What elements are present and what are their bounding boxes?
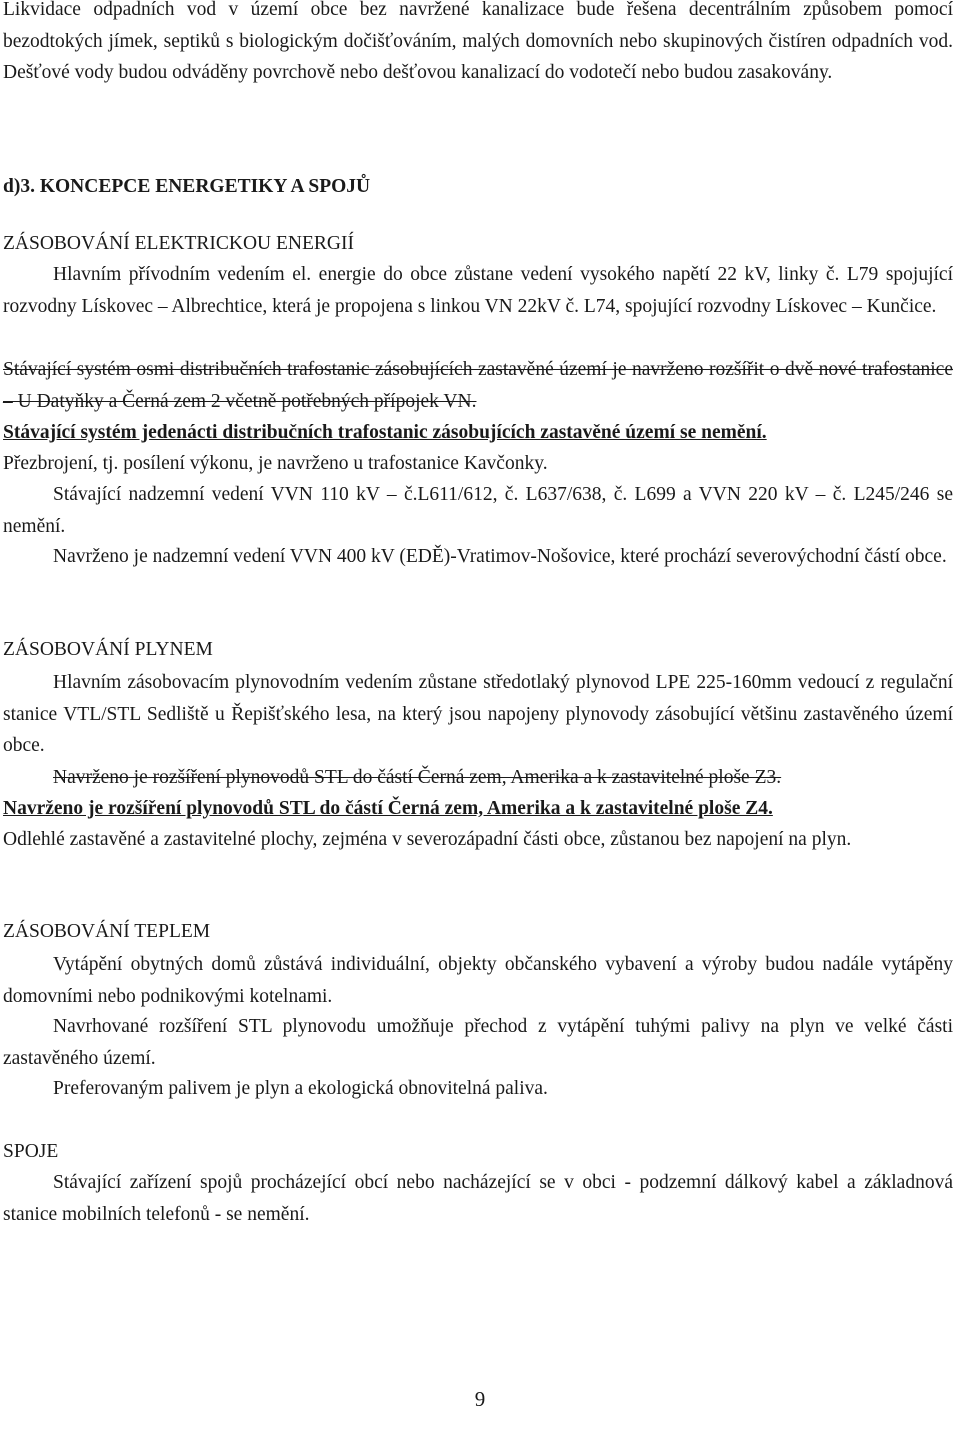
paragraph-wastewater: Likvidace odpadních vod v území obce bez navržené kanalizace bude řešena decentrálním způsobem pomocí bezodtokých jímek, septiků s biologickým dočišťováním, malých domovních nebo skupinových čistíren odpadních vod. Dešťové vody budou odváděny povrchově nebo dešťovou kanalizací do vodotečí nebo budou zasakovány.	[3, 0, 953, 83]
paragraph-heating-individual: Vytápění obytných domů zůstává individuální, objekty občanského vybavení a výroby budou nadále vytápěny domovními nebo podnikovými kotelnami.	[3, 954, 953, 1007]
paragraph-telecom: Stávající zařízení spojů procházející obcí nebo nacházející se v obci - podzemní dálkový kabel a základnová stanice mobilních telefonů - se nemění.	[3, 1172, 953, 1225]
paragraph-electricity-main-line: Hlavním přívodním vedením el. energie do obce zůstane vedení vysokého napětí 22 kV, linky č. L79 spojující rozvodny Lískovec – Albrechtice, která je propojena s linkou VN 22kV č. L74, spojující rozvodny Lískovec – Kunčice.	[3, 264, 953, 317]
subheading-telecom: SPOJE	[3, 1141, 59, 1162]
subheading-heat: ZÁSOBOVÁNÍ TEPLEM	[3, 921, 211, 942]
paragraph-gas-main: Hlavním zásobovacím plynovodním vedením zůstane středotlaký plynovod LPE 225-160mm vedoucí z regulační stanice VTL/STL Sedliště u Řepišťského lesa, na který jsou napojeny plynovody zásobující většinu zastavěného území obce.	[3, 672, 953, 756]
paragraph-deleted-gas-extension: Navrženo je rozšíření plynovodů STL do částí Černá zem, Amerika a k zastavitelné ploše Z3.	[53, 767, 782, 788]
section-heading: d)3. KONCEPCE ENERGETIKY A SPOJŮ	[3, 176, 371, 197]
paragraph-vvn-proposed: Navrženo je nadzemní vedení VVN 400 kV (EDĚ)-Vratimov-Nošovice, které prochází severovýchodní částí obce.	[53, 546, 947, 567]
paragraph-rearming: Přezbrojení, tj. posílení výkonu, je navrženo u trafostanice Kavčonky.	[3, 453, 548, 474]
paragraph-inserted-gas-extension: Navrženo je rozšíření plynovodů STL do částí Černá zem, Amerika a k zastavitelné ploše Z4.	[3, 798, 773, 819]
paragraph-heating-fuel: Preferovaným palivem je plyn a ekologická obnovitelná paliva.	[53, 1078, 548, 1099]
paragraph-vvn-existing: Stávající nadzemní vedení VVN 110 kV – č.L611/612, č. L637/638, č. L699 a VVN 220 kV – č. L245/246 se nemění.	[3, 484, 953, 537]
page-number: 9	[474, 1387, 486, 1411]
paragraph-deleted-transformers: Stávající systém osmi distribučních trafostanic zásobujících zastavěné území je navrženo rozšířit o dvě nové trafostanice – U Datyňky a Černá zem 2 včetně potřebných přípojek VN.	[3, 359, 953, 412]
subheading-gas: ZÁSOBOVÁNÍ PLYNEM	[3, 639, 213, 660]
paragraph-heating-stl: Navrhované rozšíření STL plynovodu umožňuje přechod z vytápění tuhými palivy na plyn ve velké části zastavěného území.	[3, 1016, 953, 1069]
paragraph-inserted-transformers: Stávající systém jedenácti distribučních trafostanic zásobujících zastavěné území se nemění.	[3, 422, 767, 443]
subheading-electricity: ZÁSOBOVÁNÍ ELEKTRICKOU ENERGIÍ	[3, 233, 354, 254]
paragraph-gas-remote-areas: Odlehlé zastavěné a zastavitelné plochy, zejména v severozápadní části obce, zůstanou bez napojení na plyn.	[3, 829, 852, 850]
